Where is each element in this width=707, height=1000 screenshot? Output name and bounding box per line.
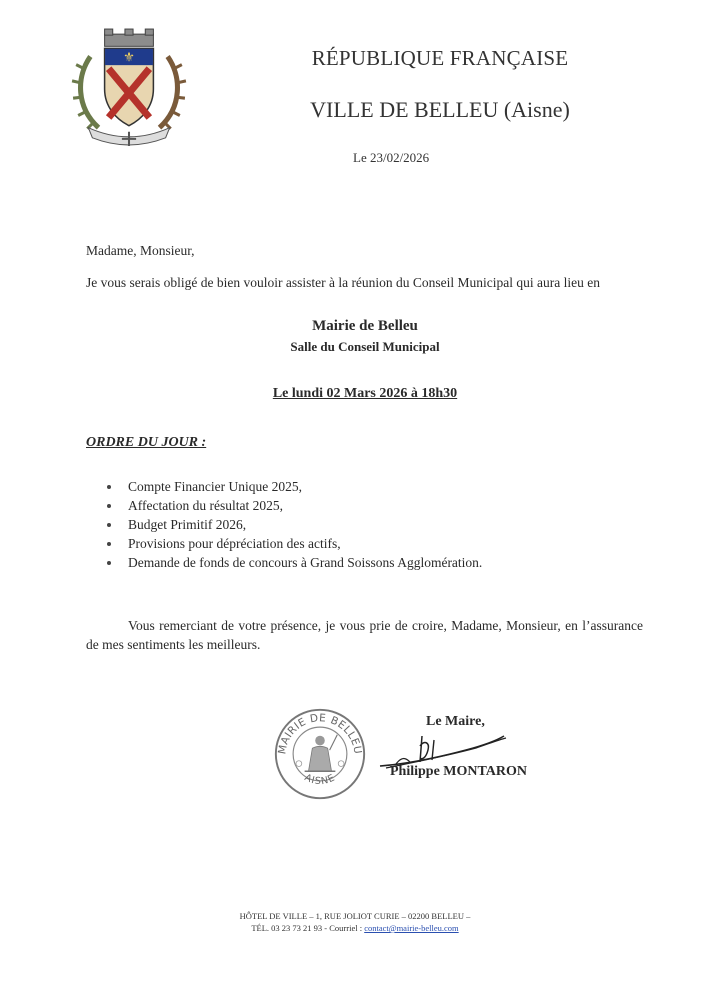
letter-date: Le 23/02/2026 — [353, 150, 430, 165]
agenda-list — [86, 477, 482, 572]
footer-address-line: HÔTEL DE VILLE – 1, RUE JOLIOT CURIE – 02200 BELLEU – — [239, 911, 471, 921]
email-link[interactable]: contact@mairie-belleu.com — [364, 923, 459, 933]
republic-heading: RÉPUBLIQUE FRANÇAISE — [311, 46, 569, 70]
footer-address — [150, 910, 560, 934]
agenda-item: Budget Primitif 2026, — [86, 515, 482, 534]
meeting-date: Le lundi 02 Mars 2026 à 18h30 — [272, 386, 458, 401]
mairie-seal-icon — [272, 706, 368, 802]
agenda-item: Demande de fonds de concours à Grand Soissons Agglomération. — [86, 553, 482, 572]
footer-phone: TÉL. 03 23 73 21 93 - Courriel : — [251, 923, 365, 933]
venue-name: Mairie de Belleu — [312, 318, 418, 334]
venue-room: Salle du Conseil Municipal — [290, 339, 440, 354]
intro-paragraph: Je vous serais obligé de bien vouloir assister à la réunion du Conseil Municipal qui aura lieu en — [86, 275, 601, 290]
footer-contact-line — [150, 922, 560, 934]
agenda-item: Provisions pour dépréciation des actifs, — [86, 534, 482, 553]
svg-text:AISNE — [303, 772, 338, 787]
mayor-title: Le Maire, — [426, 714, 485, 729]
agenda-title: ORDRE DU JOUR : — [86, 435, 207, 450]
mayor-name: Philippe MONTARON — [390, 764, 528, 779]
closing-paragraph: Vous remerciant de votre présence, je vous prie de croire, Madame, Monsieur, en l’assurance de mes sentiments les meilleurs. — [86, 618, 643, 652]
city-heading: VILLE DE BELLEU (Aisne) — [310, 97, 570, 122]
svg-text:⚜: ⚜ — [123, 50, 135, 66]
salutation: Madame, Monsieur, — [86, 243, 195, 258]
agenda-item: Compte Financier Unique 2025, — [86, 477, 482, 496]
seal-bottom-text: AISNE — [302, 772, 338, 788]
agenda-item: Affectation du résultat 2025, — [86, 496, 482, 515]
coat-of-arms-icon — [68, 26, 190, 148]
seal-top-text: MAIRIE DE BELLEU — [276, 712, 364, 756]
